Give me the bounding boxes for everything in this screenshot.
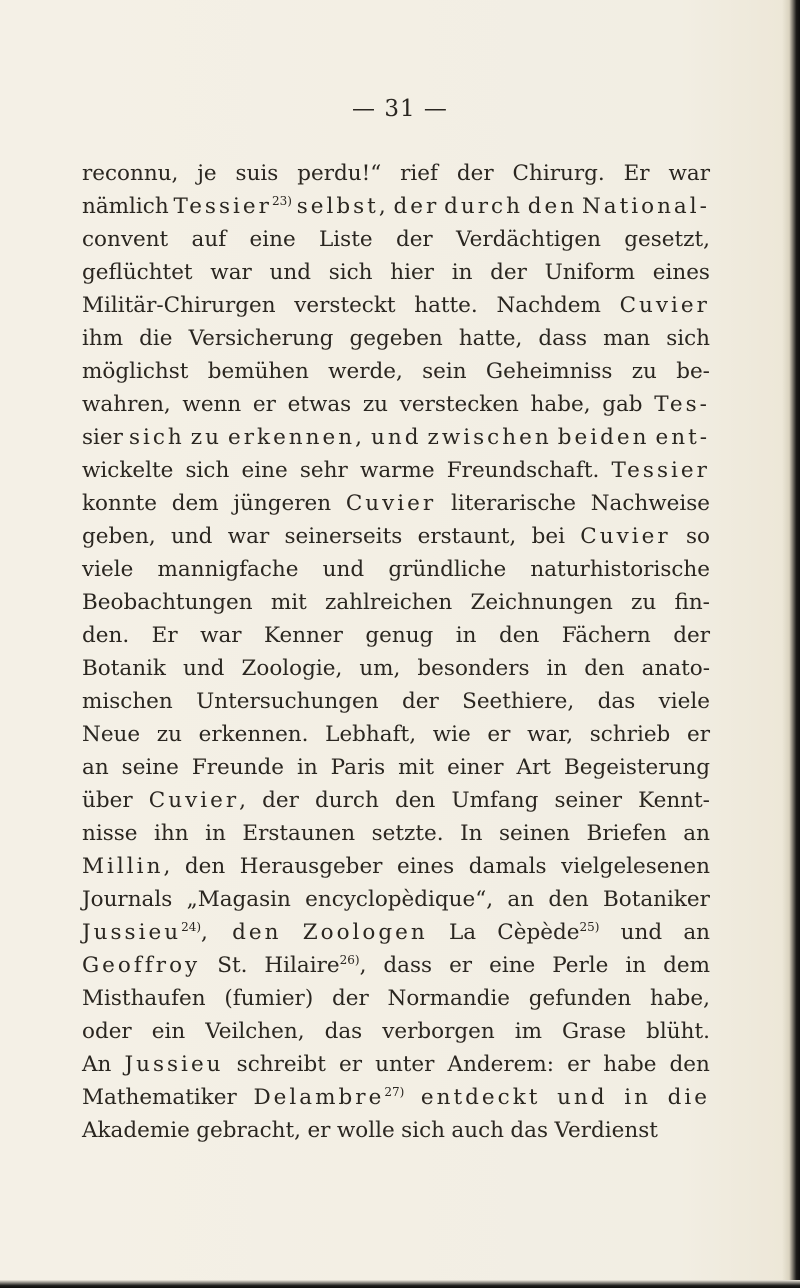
- text-line: [82, 1015, 710, 1048]
- word: er: [567, 1052, 591, 1077]
- text-line: [82, 982, 710, 1015]
- word: nämlich: [82, 194, 169, 219]
- text-line: [82, 1081, 710, 1114]
- word: sich: [328, 260, 373, 285]
- word: seinerseits: [284, 524, 403, 549]
- word: Jussieu: [124, 1052, 224, 1077]
- word: Freundschaft.: [446, 458, 600, 483]
- word: verstecken: [399, 392, 519, 417]
- word: entdeckt: [420, 1085, 541, 1110]
- word: versteckt: [294, 293, 396, 318]
- word: Grase: [562, 1019, 627, 1044]
- word: fin-: [674, 590, 710, 615]
- word: den: [498, 623, 540, 648]
- word: der: [456, 161, 494, 186]
- word: Tes-: [654, 392, 710, 417]
- word: der: [673, 623, 710, 648]
- word: den: [669, 1052, 710, 1077]
- text-line: [82, 190, 710, 223]
- word: um,: [359, 656, 401, 681]
- word: Er: [623, 161, 650, 186]
- word: Veilchen,: [205, 1019, 305, 1044]
- word: gegeben: [349, 326, 443, 351]
- word: Hilaire$^{26)}$,: [264, 952, 367, 978]
- word: einer: [447, 755, 504, 780]
- word: der: [401, 689, 439, 714]
- word: so: [685, 524, 710, 549]
- word: den: [232, 920, 282, 945]
- word: dass: [538, 326, 588, 351]
- word: Erstaunen: [242, 821, 356, 846]
- body-text: [82, 157, 710, 1147]
- word: rief: [400, 161, 438, 186]
- word: mannigfache: [157, 557, 299, 582]
- word: eine: [489, 953, 536, 978]
- word: der: [395, 227, 433, 252]
- word: vielgelesenen: [561, 854, 710, 879]
- word: An: [82, 1052, 112, 1077]
- text-line: [82, 586, 710, 619]
- word: besonders: [417, 656, 530, 681]
- word: werde,: [328, 359, 403, 384]
- word: gebracht,: [196, 1118, 302, 1143]
- word: St.: [217, 953, 248, 978]
- word: durch: [444, 194, 523, 219]
- footnote-ref: 27): [384, 1084, 405, 1099]
- word: er: [487, 722, 511, 747]
- word: Nachweise: [590, 491, 710, 516]
- word: dem: [171, 491, 219, 516]
- word: und: [182, 656, 225, 681]
- word: eines: [397, 854, 455, 879]
- word: anato-: [641, 656, 710, 681]
- word: den: [184, 854, 226, 879]
- word: naturhistorische: [530, 557, 710, 582]
- text-line: [82, 883, 710, 916]
- word: Cuvier: [345, 491, 437, 516]
- word: ihn: [154, 821, 189, 846]
- word: konnte: [82, 491, 158, 516]
- word: ein: [151, 1019, 186, 1044]
- text-line: [82, 1114, 710, 1147]
- word: erkennen.: [198, 722, 309, 747]
- word: seiner: [554, 788, 622, 813]
- word: Versicherung: [188, 326, 334, 351]
- word: Geheimniss: [485, 359, 613, 384]
- word: erstaunt,: [417, 524, 517, 549]
- word: in: [205, 821, 226, 846]
- text-line: [82, 619, 710, 652]
- word: geflüchtet: [82, 260, 193, 285]
- word: damals: [468, 854, 547, 879]
- word: habe,: [530, 392, 591, 417]
- word: er: [449, 953, 473, 978]
- word: das: [597, 689, 636, 714]
- word: zu: [190, 425, 222, 450]
- word: encyclopèdique“,: [305, 887, 494, 912]
- word: er: [338, 1052, 362, 1077]
- word: genug: [365, 623, 434, 648]
- word: jüngeren: [233, 491, 332, 516]
- word: in: [451, 260, 473, 285]
- word: blüht.: [646, 1019, 710, 1044]
- word: Verdächtigen: [456, 227, 601, 252]
- word: hier: [390, 260, 434, 285]
- word: wahren,: [82, 392, 171, 417]
- word: an: [683, 920, 710, 945]
- word: gefunden: [528, 986, 632, 1011]
- word: Botaniker: [602, 887, 710, 912]
- word: im: [514, 1019, 543, 1044]
- word: (fumier): [224, 986, 314, 1011]
- word: Delambre$^{27)}$: [253, 1084, 405, 1110]
- word: gesetzt,: [624, 227, 710, 252]
- word: Chirurg.: [512, 161, 605, 186]
- word: war: [210, 260, 252, 285]
- word: er: [307, 1118, 331, 1143]
- word: literarische: [450, 491, 576, 516]
- word: viele: [82, 557, 134, 582]
- word: setzte.: [371, 821, 444, 846]
- text-line: [82, 355, 710, 388]
- word: in: [624, 1085, 651, 1110]
- word: man: [603, 326, 651, 351]
- word: den: [584, 656, 625, 681]
- word: bei: [531, 524, 565, 549]
- word: zahlreichen: [325, 590, 453, 615]
- word: mit: [270, 590, 307, 615]
- word: mit: [398, 755, 435, 780]
- word: warme: [359, 458, 435, 483]
- word: Briefen: [586, 821, 667, 846]
- word: wolle: [336, 1118, 395, 1143]
- word: Uniform: [544, 260, 636, 285]
- word: eine: [241, 458, 288, 483]
- word: die: [667, 1085, 710, 1110]
- text-line: [82, 784, 710, 817]
- word: wickelte: [82, 458, 174, 483]
- word: Seethiere,: [462, 689, 575, 714]
- word: geben,: [82, 524, 156, 549]
- word: ent-: [655, 425, 710, 450]
- word: habe,: [650, 986, 710, 1011]
- word: und: [322, 557, 365, 582]
- page-number: — 31 —: [352, 96, 448, 122]
- word: seinen: [498, 821, 570, 846]
- word: National-: [581, 194, 710, 219]
- word: In: [460, 821, 483, 846]
- word: der: [490, 260, 527, 285]
- text-line: [82, 157, 710, 190]
- text-line: [82, 850, 710, 883]
- word: den.: [82, 623, 130, 648]
- word: verborgen: [382, 1019, 495, 1044]
- word: Anderem:: [447, 1052, 555, 1077]
- text-line: [82, 718, 710, 751]
- word: erkennen,: [228, 425, 365, 450]
- word: an: [683, 821, 710, 846]
- word: mischen: [82, 689, 173, 714]
- footnote-ref: 25): [579, 919, 600, 934]
- word: seine: [121, 755, 179, 780]
- word: der: [262, 788, 299, 813]
- word: Verdienst: [554, 1118, 658, 1143]
- word: gründliche: [388, 557, 507, 582]
- word: Botanik: [82, 656, 166, 681]
- word: sich: [401, 1118, 445, 1143]
- word: Zoologie,: [241, 656, 343, 681]
- word: den: [548, 887, 589, 912]
- word: Herausgeber: [239, 854, 383, 879]
- word: und: [170, 524, 213, 549]
- word: ihm: [82, 326, 124, 351]
- word: Freunde: [191, 755, 284, 780]
- word: Er: [151, 623, 178, 648]
- word: auch: [451, 1118, 504, 1143]
- text-line: [82, 454, 710, 487]
- text-line: [82, 520, 710, 553]
- word: Millin,: [82, 854, 171, 879]
- word: Paris: [330, 755, 386, 780]
- word: dass: [383, 953, 433, 978]
- word: der: [393, 194, 440, 219]
- text-line: [82, 1048, 710, 1081]
- word: Lebhaft,: [325, 722, 417, 747]
- word: in: [455, 623, 477, 648]
- word: möglichst: [82, 359, 189, 384]
- word: perdu!“: [297, 161, 382, 186]
- word: in: [625, 953, 647, 978]
- text-line: [82, 487, 710, 520]
- word: an: [507, 887, 535, 912]
- word: sehr: [299, 458, 348, 483]
- word: an: [82, 755, 109, 780]
- text-line: [82, 256, 710, 289]
- word: zu: [631, 359, 657, 384]
- word: und: [620, 920, 663, 945]
- text-line: [82, 388, 710, 421]
- word: und: [557, 1085, 608, 1110]
- text-line: [82, 685, 710, 718]
- word: hatte.: [414, 293, 478, 318]
- word: sich: [128, 425, 185, 450]
- word: Zeichnungen: [470, 590, 613, 615]
- word: suis: [235, 161, 279, 186]
- word: Neue: [82, 722, 141, 747]
- word: reconnu,: [82, 161, 179, 186]
- word: bemühen: [207, 359, 309, 384]
- word: wie: [432, 722, 471, 747]
- word: Militär-Chirurgen: [82, 293, 276, 318]
- word: Liste: [319, 227, 373, 252]
- word: den: [394, 788, 436, 813]
- scan-edge-right: [782, 0, 800, 1288]
- word: Geoffroy: [82, 953, 201, 978]
- text-line: [82, 949, 710, 982]
- text-line: [82, 817, 710, 850]
- text-line: [82, 421, 710, 454]
- word: zwischen: [427, 425, 552, 450]
- word: Begeisterung: [563, 755, 710, 780]
- word: Normandie: [387, 986, 510, 1011]
- word: wenn: [182, 392, 242, 417]
- word: Perle: [552, 953, 609, 978]
- word: dem: [663, 953, 710, 978]
- word: Fächern: [561, 623, 651, 648]
- word: Mathematiker: [82, 1085, 237, 1110]
- word: den: [527, 194, 578, 219]
- word: er: [252, 392, 276, 417]
- word: oder: [82, 1019, 132, 1044]
- word: zu: [362, 392, 389, 417]
- word: war: [227, 524, 270, 549]
- word: Cuvier: [619, 293, 710, 318]
- word: sein: [422, 359, 467, 384]
- word: über: [82, 788, 133, 813]
- word: Cuvier: [580, 524, 671, 549]
- word: habe: [603, 1052, 657, 1077]
- text-line: [82, 553, 710, 586]
- word: die: [139, 326, 173, 351]
- word: je: [197, 161, 217, 186]
- word: durch: [315, 788, 379, 813]
- word: das: [510, 1118, 549, 1143]
- word: auf: [191, 227, 227, 252]
- word: Nachdem: [496, 293, 601, 318]
- word: gab: [602, 392, 643, 417]
- text-line: [82, 652, 710, 685]
- word: war: [200, 623, 242, 648]
- word: Art: [516, 755, 551, 780]
- footnote-ref: 24): [181, 919, 202, 934]
- footnote-ref: 23): [271, 193, 292, 208]
- word: hatte,: [458, 326, 523, 351]
- text-line: [82, 751, 710, 784]
- scan-edge-bottom: [0, 1280, 800, 1288]
- word: viele: [658, 689, 710, 714]
- word: Umfang: [451, 788, 539, 813]
- word: in: [296, 755, 318, 780]
- word: Akademie: [82, 1118, 190, 1143]
- word: Journals: [82, 887, 173, 912]
- word: unter: [375, 1052, 435, 1077]
- word: Beobachtungen: [82, 590, 253, 615]
- word: der: [332, 986, 369, 1011]
- word: Cèpède$^{25)}$: [497, 919, 600, 945]
- word: sich: [185, 458, 230, 483]
- word: Cuvier,: [148, 788, 246, 813]
- word: und: [269, 260, 311, 285]
- word: Zoologen: [302, 920, 428, 945]
- word: be-: [676, 359, 710, 384]
- word: La: [448, 920, 477, 945]
- text-line: [82, 916, 710, 949]
- text-line: [82, 223, 710, 256]
- word: er: [686, 722, 710, 747]
- word: und: [370, 425, 422, 450]
- word: zu: [156, 722, 182, 747]
- footnote-ref: 26): [339, 952, 360, 967]
- text-line: [82, 289, 710, 322]
- word: convent: [82, 227, 169, 252]
- word: Tessier$^{23)}$: [173, 193, 292, 219]
- word: war: [668, 161, 710, 186]
- word: Untersuchungen: [196, 689, 379, 714]
- word: sich: [666, 326, 710, 351]
- word: eine: [249, 227, 296, 252]
- word: Jussieu$^{24)}$,: [82, 919, 211, 945]
- word: Kennt-: [638, 788, 710, 813]
- word: schreibt: [236, 1052, 326, 1077]
- word: „Magasin: [186, 887, 291, 912]
- word: nisse: [82, 821, 138, 846]
- word: Kenner: [264, 623, 343, 648]
- word: schrieb: [589, 722, 671, 747]
- word: eines: [652, 260, 710, 285]
- word: sier: [82, 425, 123, 450]
- word: selbst,: [296, 194, 389, 219]
- word: in: [546, 656, 568, 681]
- word: Misthaufen: [82, 986, 206, 1011]
- word: beiden: [557, 425, 650, 450]
- word: zu: [631, 590, 657, 615]
- word: etwas: [287, 392, 352, 417]
- text-line: [82, 322, 710, 355]
- word: war,: [527, 722, 574, 747]
- word: Tessier: [611, 458, 710, 483]
- word: das: [324, 1019, 363, 1044]
